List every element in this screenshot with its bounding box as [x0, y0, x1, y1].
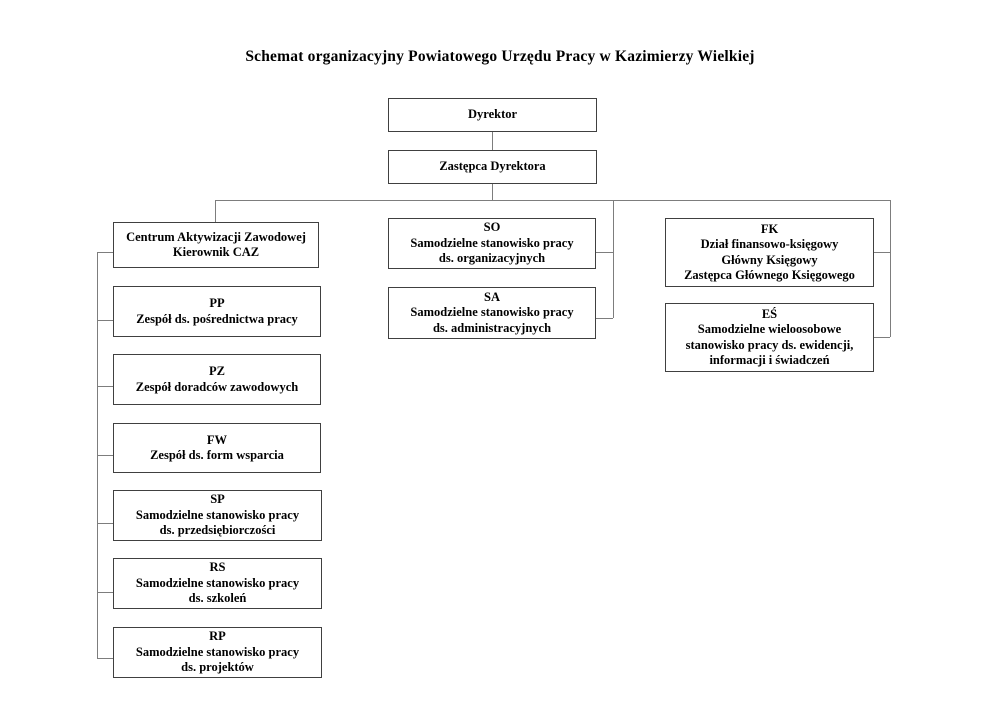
- node-fk-code: FK: [760, 221, 779, 236]
- connector-stub-pz: [97, 386, 113, 387]
- node-pz-line-2: Zespół doradców zawodowych: [135, 379, 299, 394]
- connector-stub-sa: [596, 318, 613, 319]
- node-fw: [113, 423, 321, 473]
- node-rp: [113, 627, 322, 678]
- node-caz-line-2: Kierownik CAZ: [172, 245, 260, 259]
- node-zastepca-dyrektora: [388, 150, 597, 184]
- node-sp-code: SP: [210, 492, 225, 507]
- node-dyrektor-label: Dyrektor: [467, 107, 518, 122]
- node-pp-line-2: Zespół ds. pośrednictwa pracy: [136, 311, 298, 326]
- node-sp-line-3: ds. przedsiębiorczości: [159, 523, 276, 538]
- node-rs-line-3: ds. szkoleń: [188, 591, 247, 606]
- node-sp-line-2: Samodzielne stanowisko pracy: [135, 507, 300, 522]
- connector-stub-fk: [874, 252, 890, 253]
- connector-stub-rs: [97, 592, 113, 593]
- connector-dyrektor-zastepca: [492, 132, 493, 150]
- node-es-line-4: informacji i świadczeń: [709, 353, 830, 367]
- node-so-code: SO: [483, 220, 501, 235]
- node-so-line-3: ds. organizacyjnych: [438, 251, 546, 266]
- connector-stub-es: [874, 337, 890, 338]
- node-so-line-2: Samodzielne stanowisko pracy: [410, 235, 574, 250]
- connector-stub-pp: [97, 320, 113, 321]
- node-es-line-3: stanowisko pracy ds. ewidencji,: [685, 337, 854, 352]
- connector-main-horizontal: [215, 200, 891, 201]
- connector-stub-so: [596, 252, 613, 253]
- node-fk-line-2: Dział finansowo-księgowy: [700, 237, 839, 251]
- connector-drop-caz: [215, 200, 216, 222]
- node-fw-line-2: Zespół ds. form wsparcia: [150, 448, 284, 462]
- connector-zastepca-mainline: [492, 184, 493, 200]
- node-pz: [113, 354, 321, 405]
- page-title: Schemat organizacyjny Powiatowego Urzędu Pracy w Kazimierzy Wielkiej: [245, 48, 755, 65]
- node-sp: [113, 490, 322, 541]
- connector-stub-caz: [97, 252, 113, 253]
- node-fk-line-3: Główny Księgowy: [721, 252, 818, 267]
- node-rs-code: RS: [209, 560, 226, 575]
- node-fk-line-4: Zastępca Głównego Księgowego: [684, 268, 855, 282]
- node-pp-code: PP: [209, 296, 225, 310]
- node-pz-code: PZ: [209, 364, 225, 378]
- node-sa-line-3: ds. administracyjnych: [432, 320, 552, 335]
- node-caz: [113, 222, 319, 268]
- node-pp: [113, 286, 321, 337]
- node-fw-code: FW: [206, 432, 228, 447]
- node-zastepca-label: Zastępca Dyrektora: [439, 159, 546, 174]
- node-so: [388, 218, 596, 269]
- connector-middle-vertical: [613, 200, 614, 318]
- connector-stub-rp: [97, 658, 113, 659]
- connector-stub-fw: [97, 455, 113, 456]
- connector-stub-sp: [97, 523, 113, 524]
- node-rp-code: RP: [209, 629, 226, 644]
- node-rp-line-2: Samodzielne stanowisko pracy: [135, 644, 300, 659]
- node-sa: [388, 287, 596, 339]
- node-dyrektor: [388, 98, 597, 132]
- node-sa-line-2: Samodzielne stanowisko pracy: [410, 305, 574, 320]
- node-rs-line-2: Samodzielne stanowisko pracy: [135, 575, 300, 590]
- node-caz-line-1: Centrum Aktywizacji Zawodowej: [126, 229, 306, 244]
- connector-right-vertical: [890, 200, 891, 337]
- node-sa-code: SA: [484, 289, 500, 304]
- node-es-code: EŚ: [761, 306, 778, 321]
- node-fk: [665, 218, 874, 287]
- node-rp-line-3: ds. projektów: [181, 660, 254, 675]
- node-rs: [113, 558, 322, 609]
- node-es-line-2: Samodzielne wieloosobowe: [697, 322, 842, 336]
- node-es: [665, 303, 874, 372]
